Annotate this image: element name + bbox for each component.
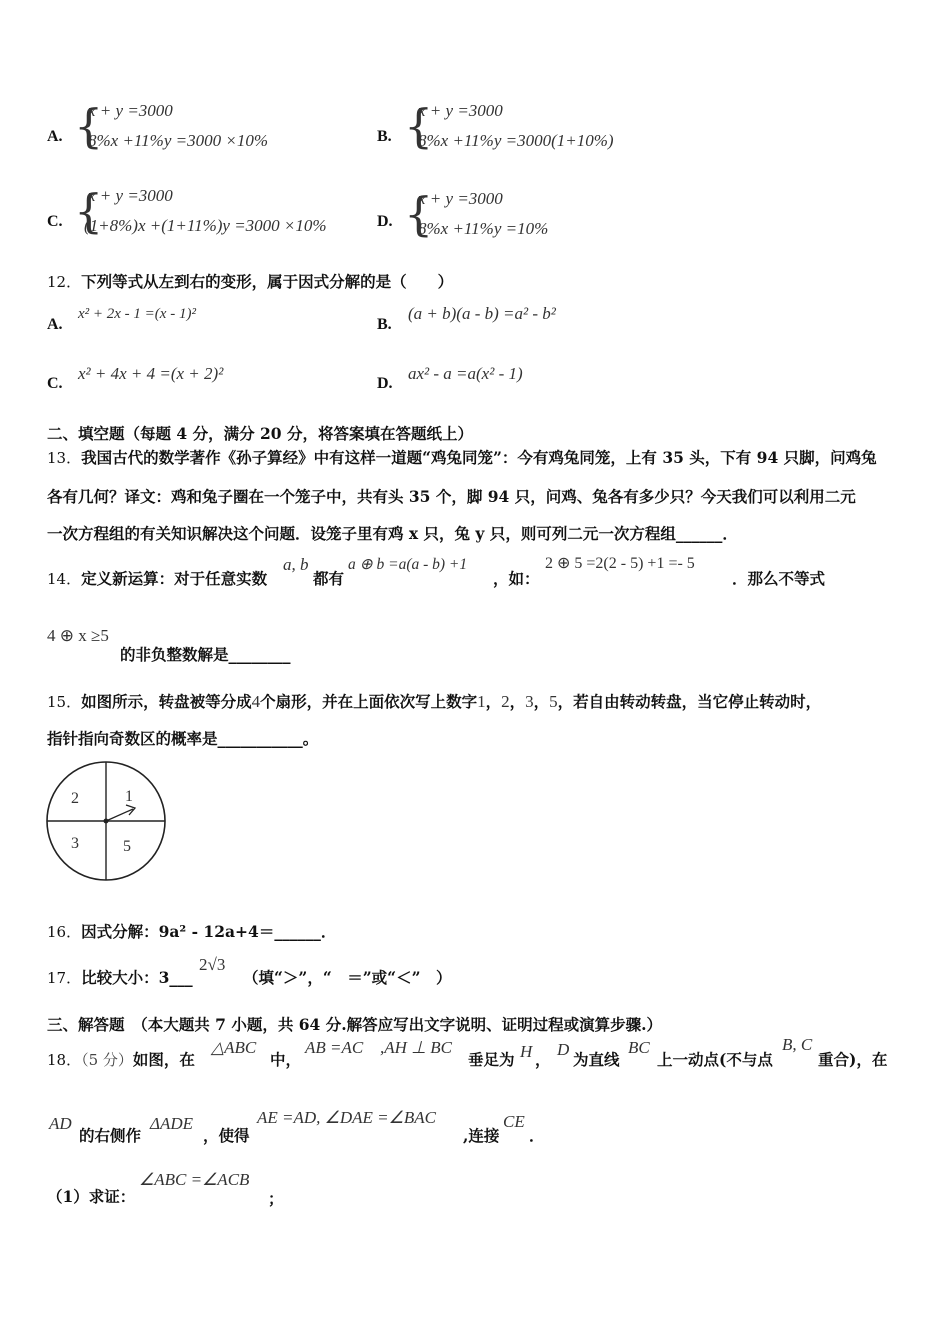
question-18-text10: ,连接 [463,1126,500,1145]
q17-math-2sqrt3: 2√3 [199,955,226,974]
question-14-text1: 14．定义新运算：对于任意实数 [47,569,268,588]
option-d-eq1: x + y =3000 [418,189,503,208]
question-18-part1-end: ； [268,1189,284,1208]
q12-option-d-letter: D. [377,375,393,392]
question-13-line1: 13．我国古代的数学著作《孙子算经》中有这样一道题“鸡兔同笼”：今有鸡兔同笼，上有 35 头，下有 94 只脚，问鸡兔 [47,448,877,467]
question-18-text6: 上一动点(不与点 [657,1050,773,1069]
brace-icon: { [404,187,434,241]
question-18-text8: 的右侧作 [79,1126,142,1145]
q18-math-bc-points: B, C [782,1035,813,1054]
q18-math-h: H [520,1042,533,1061]
q18-math-bc: BC [628,1038,650,1057]
option-b-eq1: x + y =3000 [418,101,503,120]
option-c-eq2: (1+8%)x +(1+11%)y =3000 ×10% [84,216,327,235]
q12-option-b-letter: B. [377,316,392,333]
q12-option-d-expr: ax² - a =a(x² - 1) [408,364,523,383]
question-14-text5: 的非负整数解是________ [120,645,291,664]
question-16: 16．因式分解：9a² - 12a+4＝______． [47,922,337,941]
option-a-eq1: x + y =3000 [88,101,173,120]
q18-math-angles: ∠ABC =∠ACB [139,1170,250,1189]
q18-math-ah-bc: ,AH ⊥ BC [380,1038,452,1057]
option-c-letter: C. [47,213,63,230]
spinner-label-top-right: 1 [125,788,133,805]
q14-math-def: a ⊕ b =a(a - b) +1 [348,556,468,573]
q18-math-ad: AD [49,1114,72,1133]
option-a-eq2: 8%x +11%y =3000 ×10% [88,131,268,150]
question-13-line2: 各有几何？译文：鸡和兔子圈在一个笼子中，共有头 35 个，脚 94 只，问鸡、兔各有多少只？今天我们可以利用二元 [47,487,856,506]
q18-math-triangle: △ABC [211,1038,257,1057]
spinner-label-top-left: 2 [71,790,79,807]
q12-option-c-expr: x² + 4x + 4 =(x + 2)² [78,364,224,383]
option-c-eq1: x + y =3000 [88,186,173,205]
q18-math-ce: CE [503,1112,525,1131]
question-18-text1: 18．（5 分）如图，在 [47,1050,195,1069]
question-18-part1: （1）求证： [47,1187,136,1206]
option-b-eq2: 8%x +11%y =3000(1+10%) [418,131,614,150]
question-18-text3: 垂足为 [468,1050,515,1069]
option-b-letter: B. [377,128,392,145]
q12-option-a-letter: A. [47,316,63,333]
question-15-line2: 指针指向奇数区的概率是___________。 [47,729,319,748]
brace-icon: { [74,99,104,153]
q12-option-b-expr: (a + b)(a - b) =a² - b² [408,304,556,323]
spinner-label-bottom-left: 3 [71,835,79,852]
q18-math-condition: AE =AD, ∠DAE =∠BAC [257,1108,437,1127]
brace-icon: { [74,184,104,238]
option-d-letter: D. [377,213,393,230]
q12-option-c-letter: C. [47,375,63,392]
question-13-line3: 一次方程组的有关知识解决这个问题．设笼子里有鸡 x 只，兔 y 只，则可列二元一次方程组______． [47,524,738,543]
question-18-text9: ，使得 [203,1126,250,1145]
spinner-label-bottom-right: 5 [123,838,131,855]
section-2-heading: 二、填空题（每题 4 分，满分 20 分，将答案填在答题纸上） [47,424,473,443]
question-14-text4: ．那么不等式 [732,569,826,588]
q18-math-ade: ΔADE [150,1114,194,1133]
q14-math-example: 2 ⊕ 5 =2(2 - 5) +1 =- 5 [545,555,695,572]
question-14-text2: 都有 [313,569,345,588]
option-d-eq2: 8%x +11%y =10% [418,219,549,238]
q14-math-ab: a, b [283,555,309,574]
q12-option-a-expr: x² + 2x - 1 =(x - 1)² [78,306,196,322]
brace-icon: { [404,99,434,153]
spinner-figure [43,758,169,884]
section-3-heading: 三、解答题 （本大题共 7 小题，共 64 分.解答应写出文字说明、证明过程或演算步骤.） [47,1015,662,1034]
option-a-letter: A. [47,128,63,145]
question-18-text7: 重合)，在 [818,1050,888,1069]
question-15-line1: 15．如图所示，转盘被等分成4个扇形，并在上面依次写上数字1，2，3，5，若自由转动转盘，当它停止转动时， [47,692,822,711]
question-18-text5: 为直线 [573,1050,620,1069]
q18-math-d: D [557,1040,570,1059]
question-18-text2: 中， [270,1050,302,1069]
question-18-text4: ， [535,1050,551,1069]
question-14-text3: ，如： [493,569,540,588]
question-17-text2: （填“＞”，“ ＝”或“＜” ） [243,968,452,987]
question-12: 12．下列等式从左到右的变形，属于因式分解的是（ ） [47,272,454,291]
question-17-text1: 17．比较大小：3___ [47,968,193,987]
question-18-text11: ． [529,1126,545,1145]
q18-math-ab-ac: AB =AC [305,1038,364,1057]
q14-math-ineq: 4 ⊕ x ≥5 [47,626,109,645]
